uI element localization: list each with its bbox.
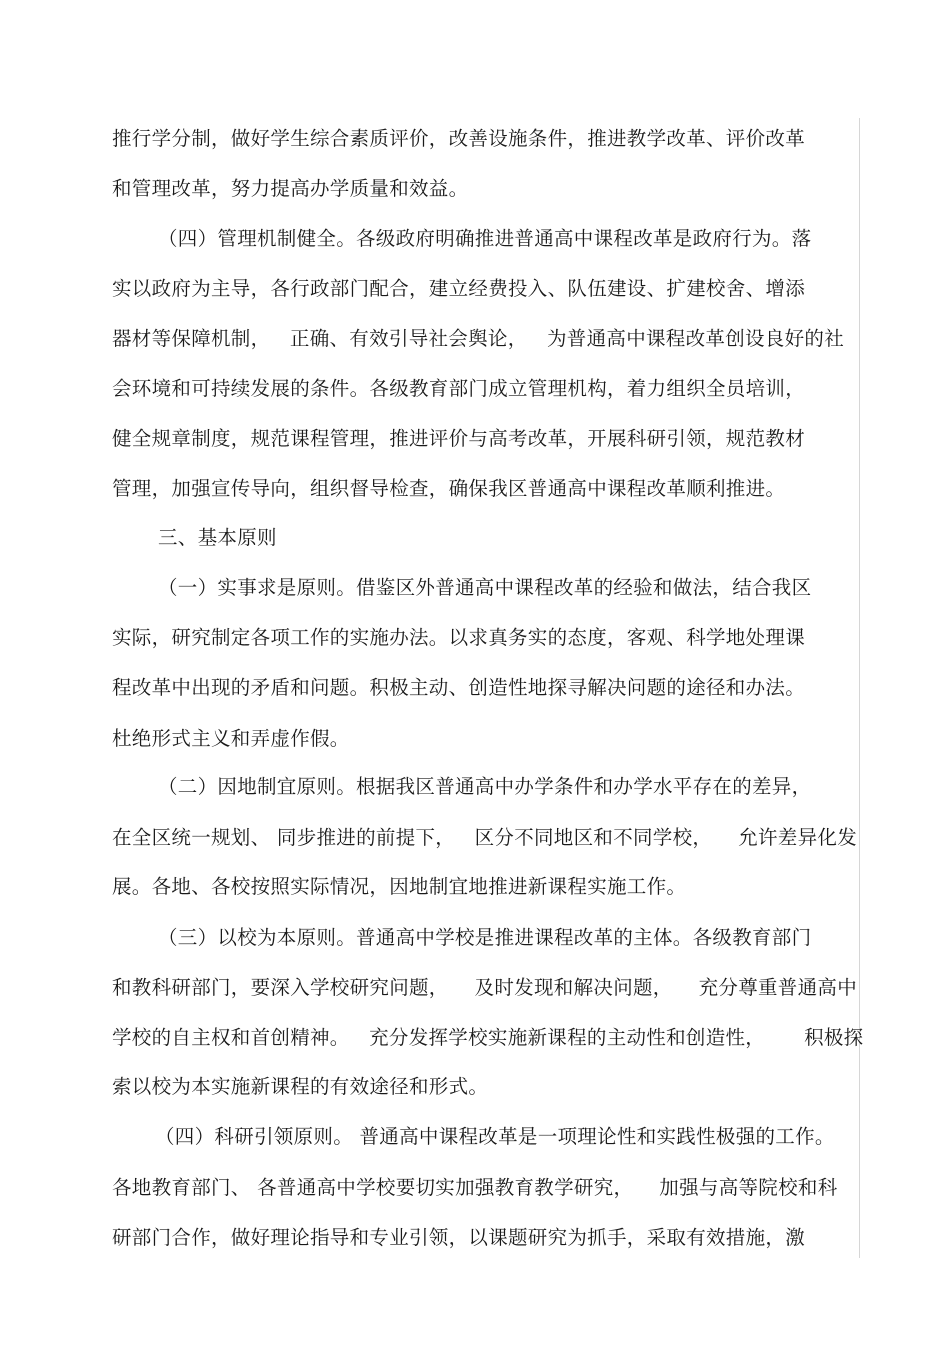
paragraph-research-led-principle: （四）科研引领原则。 普通高中课程改革是一项理论性和实践性极强的工作。 [155, 1125, 835, 1148]
paragraph-local-conditions-principle: （二）因地制宜原则。根据我区普通高中办学条件和办学水平存在的差异， [158, 775, 812, 798]
text-line-5: 器材等保障机制， 正确、有效引导社会舆论， 为普通高中课程改革创设良好的社 [112, 327, 844, 350]
text-line-16: 展。各地、各校按照实际情况，因地制宜地推进新课程实施工作。 [112, 875, 687, 898]
text-line-13: 杜绝形式主义和弄虚作假。 [112, 727, 350, 750]
text-line-7: 健全规章制度，规范课程管理，推进评价与高考改革，开展科研引领，规范教材 [112, 427, 806, 450]
paragraph-seek-truth-principle: （一）实事求是原则。借鉴区外普通高中课程改革的经验和做法，结合我区 [158, 576, 812, 599]
text-line-12: 程改革中出现的矛盾和问题。积极主动、创造性地探寻解决问题的途径和办法。 [112, 676, 806, 699]
text-line-11: 实际，研究制定各项工作的实施办法。以求真务实的态度，客观、科学地处理课 [112, 626, 806, 649]
text-line-19: 学校的自主权和首创精神。 充分发挥学校实施新课程的主动性和创造性， 积极探 [112, 1026, 864, 1049]
text-line-22: 各地教育部门、 各普通高中学校要切实加强教育教学研究， 加强与高等院校和科 [112, 1176, 838, 1199]
section-heading-basic-principles: 三、基本原则 [158, 526, 277, 549]
text-line-2: 和管理改革，努力提高办学质量和效益。 [112, 177, 469, 200]
text-line-18: 和教科研部门，要深入学校研究问题， 及时发现和解决问题， 充分尊重普通高中 [112, 976, 857, 999]
paragraph-management-mechanism: （四）管理机制健全。各级政府明确推进普通高中课程改革是政府行为。落 [158, 227, 812, 250]
text-line-15: 在全区统一规划、 同步推进的前提下， 区分不同地区和不同学校， 允许差异化发 [112, 826, 857, 849]
text-line-4: 实以政府为主导，各行政部门配合，建立经费投入、队伍建设、扩建校舍、增添 [112, 277, 806, 300]
text-line-20: 索以校为本实施新课程的有效途径和形式。 [112, 1075, 489, 1098]
text-line-1: 推行学分制，做好学生综合素质评价，改善设施条件，推进教学改革、评价改革 [112, 127, 806, 150]
paragraph-school-based-principle: （三）以校为本原则。普通高中学校是推进课程改革的主体。各级教育部门 [158, 926, 812, 949]
text-line-23: 研部门合作，做好理论指导和专业引领，以课题研究为抓手，采取有效措施，激 [112, 1226, 806, 1249]
text-line-8: 管理，加强宣传导向，组织督导检查，确保我区普通高中课程改革顺利推进。 [112, 477, 786, 500]
text-line-6: 会环境和可持续发展的条件。各级教育部门成立管理机构，着力组织全员培训， [112, 377, 806, 400]
